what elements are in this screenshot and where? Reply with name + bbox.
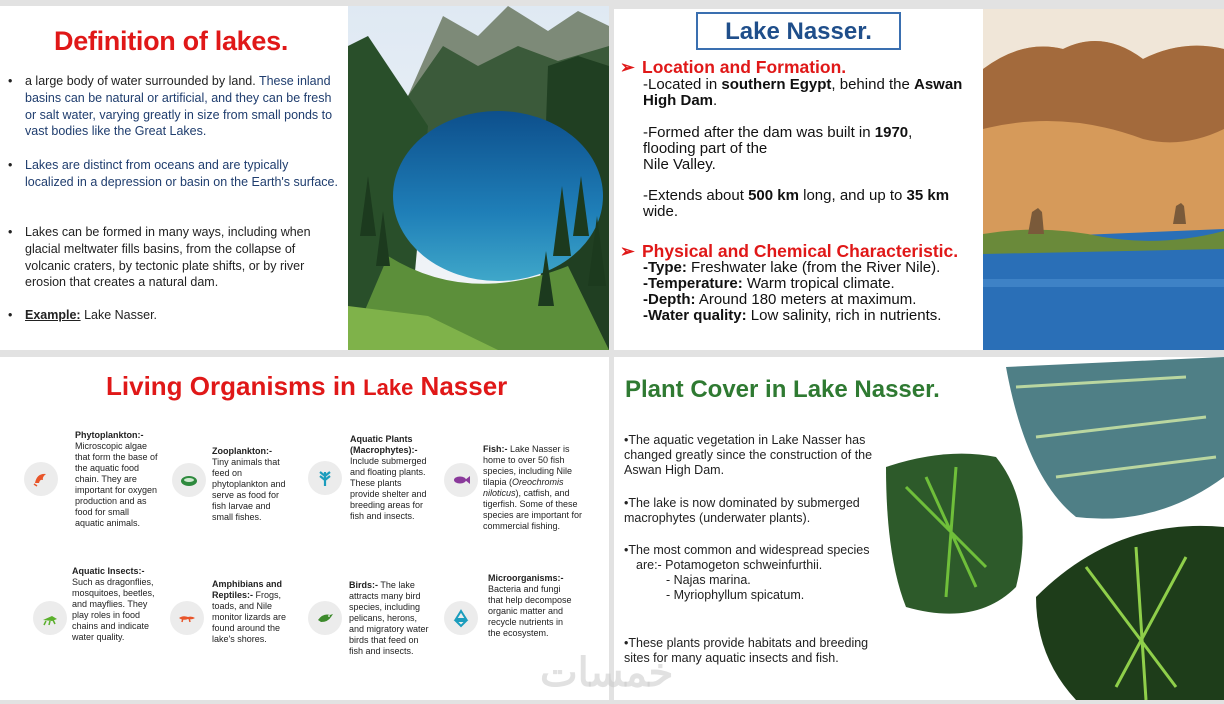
plant-point-1: •The aquatic vegetation in Lake Nasser has changed greatly since the construction of the Aswan High Dam. — [624, 433, 873, 477]
bullet-definition: • a large body of water surrounded by land. These inland basins can be natural or artificial, and they can be fresh or salt water, varying greatly in size from small ponds to vast bodies like the Great Lakes. — [8, 74, 333, 139]
shrimp-icon — [24, 462, 58, 496]
aquatic-plants-collage — [886, 357, 1224, 700]
slide3-title: Living Organisms in Lake Nasser — [106, 371, 508, 401]
watermark: خمسات — [540, 651, 674, 695]
water-quality-row: -Water quality: Low salinity, rich in nutrients. — [643, 307, 942, 324]
temperature-row: -Temperature: Warm tropical climate. — [643, 275, 895, 292]
plant-point-4: •These plants provide habitats and breeding sites for many aquatic insects and fish. — [624, 636, 869, 665]
recycle-icon — [444, 601, 478, 635]
grasshopper-icon — [33, 601, 67, 635]
slide-lake-nasser — [614, 9, 1224, 350]
slide4-title: Plant Cover in Lake Nasser. — [625, 376, 940, 403]
aquatic-plants-card: Aquatic Plants (Macrophytes):- Include submerged and floating plants. These plants provide shelter and breeding areas for fish and insects. — [350, 434, 427, 521]
desert-lake-photo — [983, 9, 1224, 350]
aquatic-plant-icon — [308, 461, 342, 495]
slide-living-organisms — [0, 357, 609, 700]
fish-card: Fish:- Lake Nasser is home to over 50 fish species, including Nile tilapia (Oreochromis niloticus), catfish, and tigerfish. Some of these species are important for commercial fishing. — [483, 444, 583, 531]
arrow-bullet-icon: ➢ — [620, 241, 635, 261]
seaweed-icon — [172, 463, 206, 497]
plant-point-3: •The most common and widespread species are:- Potamogeton schweinfurthii. - Najas marina. - Myriophyllum spicatum. — [624, 543, 870, 602]
slide2-title: Lake Nasser. — [696, 12, 901, 50]
bird-icon — [308, 601, 342, 635]
lizard-icon — [170, 601, 204, 635]
extent-text: -Extends about 500 km long, and up to 35 km wide. — [643, 187, 950, 220]
plant-point-2: •The lake is now dominated by submerged macrophytes (underwater plants). — [624, 496, 860, 525]
phytoplankton-card: Phytoplankton:- Microscopic algae that form the base of the aquatic food chain. They are important for oxygen production and as food for small aquatic animals. — [75, 430, 158, 528]
type-row: -Type: Freshwater lake (from the River Nile). — [643, 259, 941, 276]
bullet-example: • Example: Lake Nasser. — [8, 308, 158, 322]
amphibians-reptiles-card: Amphibians and Reptiles:- Frogs, toads, and Nile monitor lizards are found around the lake's shores. — [212, 579, 287, 644]
depth-row: -Depth: Around 180 meters at maximum. — [643, 291, 917, 308]
fish-icon — [444, 463, 478, 497]
formation-text: -Formed after the dam was built in 1970, flooding part of the Nile Valley. — [643, 124, 913, 173]
zooplankton-card: Zooplankton:- Tiny animals that feed on phytoplankton and serve as food for fish larvae and small fishes. — [212, 446, 286, 522]
slide-definition-of-lakes — [0, 6, 609, 350]
aquatic-insects-card: Aquatic Insects:- Such as dragonflies, mosquitoes, beetles, and mayflies. They play roles in food chains and indicate water quality. — [72, 566, 155, 642]
section-characteristics: ➢ Physical and Chemical Characteristic. — [620, 241, 959, 261]
bullet-formation: • Lakes can be formed in many ways, including when glacial meltwater fills basins, from the collapse of volcanic craters, by tectonic plate shifts, or by river erosion that creates a natural dam. — [8, 225, 311, 290]
characteristics-list — [643, 260, 988, 324]
slide1-title: Definition of lakes. — [54, 26, 289, 56]
slide-plant-cover — [614, 357, 1224, 700]
arrow-bullet-icon: ➢ — [620, 57, 635, 77]
section-location: ➢ Location and Formation. — [620, 57, 847, 77]
birds-card: Birds:- The lake attracts many bird species, including pelicans, herons, and migratory water birds that feed on fish and insects. — [349, 580, 429, 656]
mountain-lake-photo — [348, 6, 609, 350]
bullet-distinct: • Lakes are distinct from oceans and are typically localized in a depression or basin on the Earth's surface. — [8, 158, 338, 189]
microorganisms-card: Microorganisms:- Bacteria and fungi that help decompose organic matter and recycle nutrients in the ecosystem. — [488, 573, 572, 638]
location-text: -Located in southern Egypt, behind the Aswan High Dam. — [643, 76, 963, 109]
